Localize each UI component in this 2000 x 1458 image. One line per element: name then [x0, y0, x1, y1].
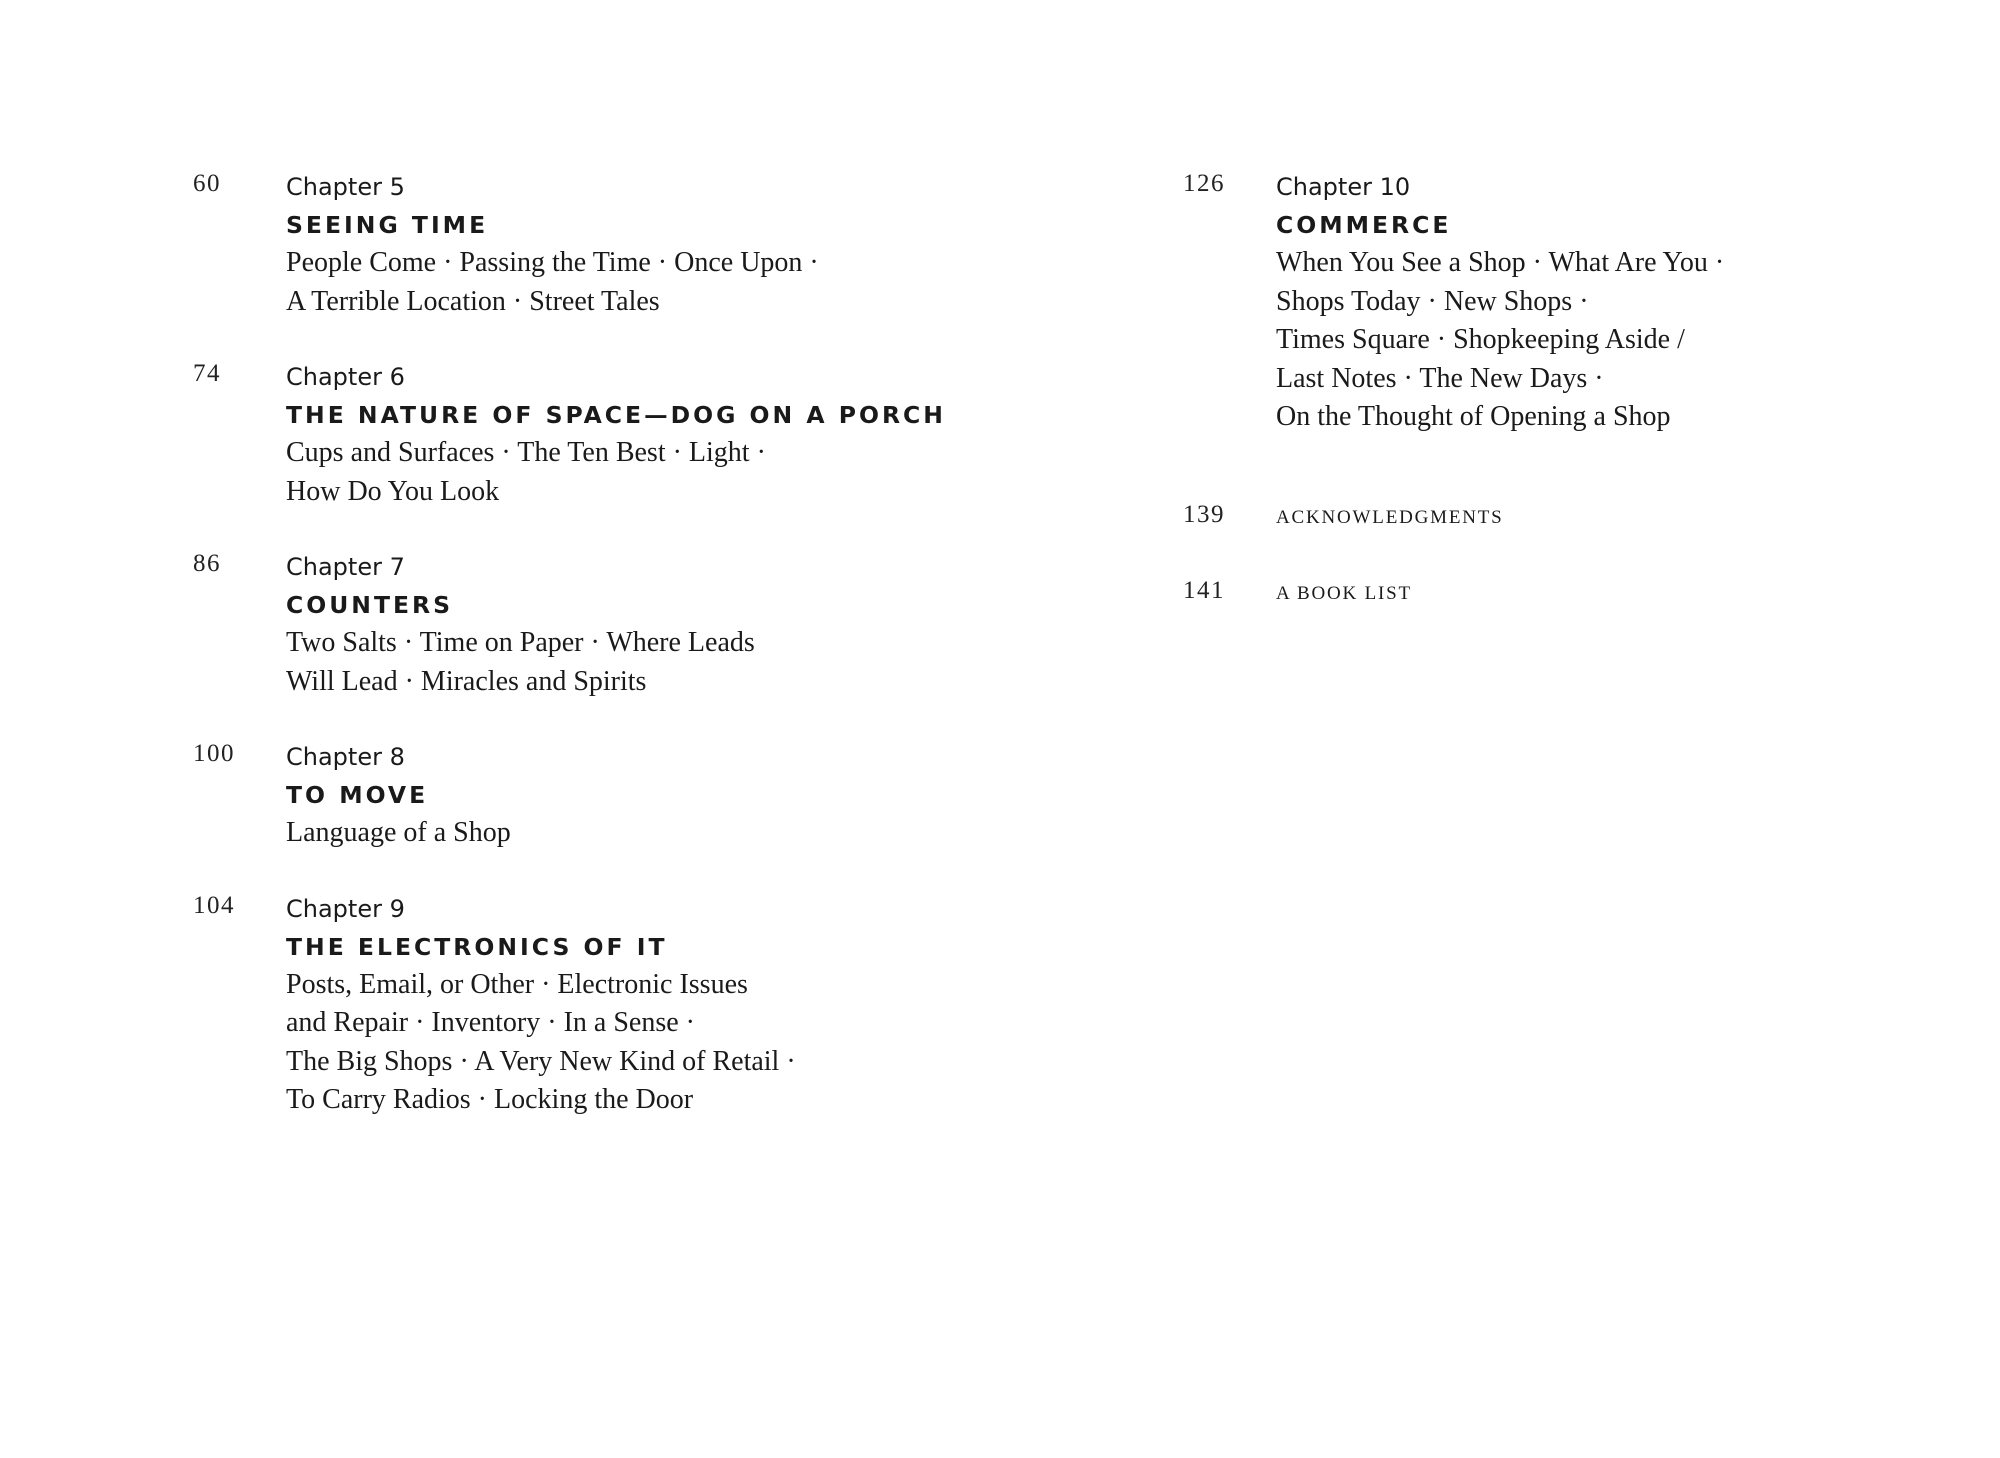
chapter-label: Chapter 5 [286, 173, 405, 201]
chapter-title: SEEING TIME [286, 211, 489, 239]
section-list-line: Times Square · Shopkeeping Aside / [1276, 324, 1685, 355]
section-list-line: Will Lead · Miracles and Spirits [286, 665, 647, 697]
chapter-label: Chapter 8 [286, 743, 405, 771]
section-list-line: Language of a Shop [286, 817, 511, 848]
toc-entry-chapter-6[interactable] [193, 358, 1093, 511]
page-number: 126 [1183, 170, 1225, 197]
section-list-line: Last Notes · The New Days · [1276, 362, 1604, 394]
chapter-label: Chapter 7 [286, 553, 405, 581]
page-number: 60 [193, 170, 221, 197]
toc-entry-chapter-5[interactable] [193, 168, 1093, 321]
toc-left-column [193, 168, 1093, 1120]
toc-entry-book-list[interactable] [1183, 575, 1943, 613]
page-number: 104 [193, 891, 235, 919]
toc-entry-acknowledgments[interactable] [1183, 499, 1943, 537]
section-list-line: Two Salts · Time on Paper · Where Leads [286, 627, 755, 658]
chapter-title: THE ELECTRONICS OF IT [286, 932, 668, 961]
section-list-line: The Big Shops · A Very New Kind of Retail · [286, 1045, 796, 1077]
toc-entry-chapter-9[interactable] [193, 890, 1093, 1120]
section-list-line: On the Thought of Opening a Shop [1276, 401, 1671, 432]
page-number: 86 [193, 550, 221, 577]
page-number: 141 [1183, 576, 1225, 604]
toc-entry-chapter-8[interactable] [193, 738, 1093, 853]
page-number: 139 [1183, 500, 1225, 528]
section-list-line: How Do You Look [286, 475, 500, 507]
back-matter-title: A BOOK LIST [1276, 582, 1412, 604]
toc-entry-chapter-7[interactable] [193, 548, 1093, 701]
section-list-line: Posts, Email, or Other · Electronic Issues [286, 968, 748, 1000]
toc-right-column [1183, 168, 1943, 613]
chapter-title: THE NATURE OF SPACE—DOG ON A PORCH [286, 401, 946, 429]
chapter-title: TO MOVE [286, 781, 429, 809]
section-list-line: People Come · Passing the Time · Once Upon · [286, 247, 819, 278]
section-list-line: To Carry Radios · Locking the Door [286, 1084, 694, 1115]
section-list-line: A Terrible Location · Street Tales [286, 285, 660, 317]
section-list-line: and Repair · Inventory · In a Sense · [286, 1007, 695, 1038]
section-list-line: Cups and Surfaces · The Ten Best · Light · [286, 437, 766, 468]
chapter-title: COMMERCE [1276, 211, 1452, 239]
page-number: 100 [193, 740, 235, 767]
section-list-line: When You See a Shop · What Are You · [1276, 247, 1725, 278]
toc-entry-chapter-10[interactable] [1183, 168, 1943, 437]
page-number: 74 [193, 360, 221, 387]
chapter-title: COUNTERS [286, 591, 454, 619]
chapter-label: Chapter 9 [286, 894, 405, 923]
chapter-label: Chapter 6 [286, 363, 405, 391]
back-matter-title: ACKNOWLEDGMENTS [1276, 506, 1504, 528]
chapter-label: Chapter 10 [1276, 173, 1411, 201]
section-list-line: Shops Today · New Shops · [1276, 285, 1589, 317]
